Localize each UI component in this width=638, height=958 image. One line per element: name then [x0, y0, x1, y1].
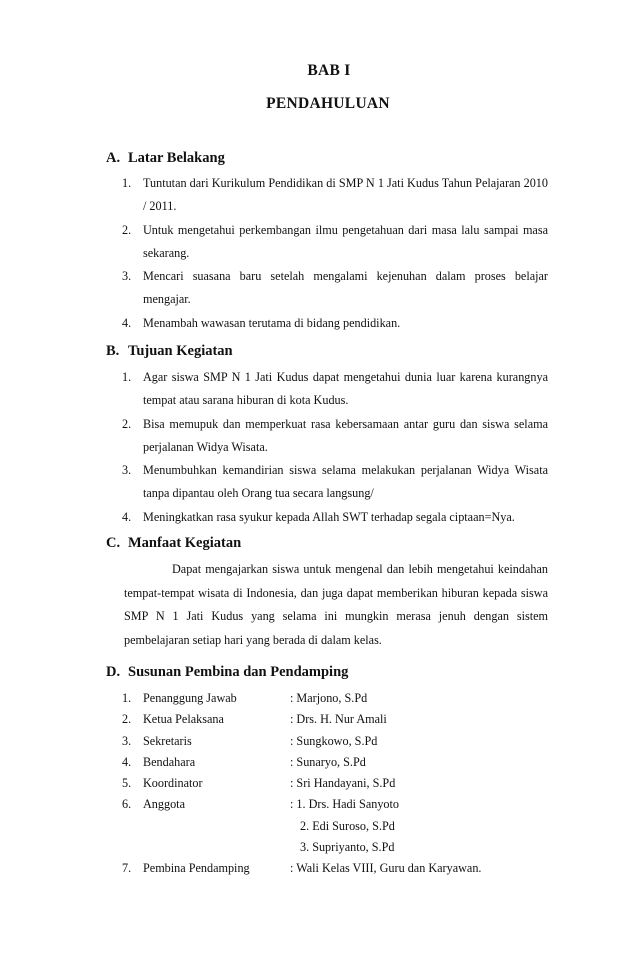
list-item: 3. Menumbuhkan kemandirian siswa selama melakukan perjalanan Widya Wisata tanpa dipantau oleh Orang tua secara langsung/	[122, 463, 548, 501]
section-c-paragraph: Dapat mengajarkan siswa untuk mengenal dan lebih mengetahui keindahan tempat-tempat wisata di Indonesia, dan juga dapat memberikan hiburan kepada siswa SMP N 1 Jati Kudus yang selama ini mungkin merasa jenuh dengan sistem pembelajaran setiap hari yang berada di dalam kelas.	[124, 562, 548, 647]
section-b-heading	[106, 343, 233, 360]
section-b-title: Tujuan Kegiatan	[128, 343, 233, 359]
section-d-heading	[106, 664, 348, 681]
section-c-title: Manfaat Kegiatan	[128, 535, 242, 551]
list-item: 3. Mencari suasana baru setelah mengalami kejenuhan dalam proses belajar mengajar.	[122, 269, 548, 307]
committee-row: 7. Pembina Pendamping : Wali Kelas VIII, Guru dan Karyawan.	[122, 861, 482, 876]
section-d-letter: D.	[106, 664, 121, 680]
committee-row: 1. Penanggung Jawab : Marjono, S.Pd	[122, 691, 368, 705]
section-a-title: Latar Belakang	[128, 150, 225, 166]
chapter-label: BAB I	[307, 62, 351, 79]
chapter-title: PENDAHULUAN	[266, 95, 390, 112]
section-b-letter: B.	[106, 343, 120, 359]
committee-row: 3. Sekretaris : Sungkowo, S.Pd	[122, 733, 378, 748]
section-c-letter: C.	[106, 535, 121, 551]
section-d-title: Susunan Pembina dan Pendamping	[128, 664, 349, 680]
list-item: 4. Meningkatkan rasa syukur kepada Allah SWT terhadap segala ciptaan=Nya.	[122, 509, 515, 524]
section-c-heading	[106, 535, 241, 552]
list-item: 2. Bisa memupuk dan memperkuat rasa kebersamaan antar guru dan siswa selama perjalanan Widya Wisata.	[122, 416, 548, 454]
list-item: 2. Untuk mengetahui perkembangan ilmu pengetahuan dari masa lalu sampai masa sekarang.	[122, 222, 548, 260]
committee-row: 2. Ketua Pelaksana : Drs. H. Nur Amali	[122, 712, 387, 727]
section-a-letter: A.	[106, 150, 121, 166]
committee-list	[122, 688, 562, 880]
list-item: 4. Menambah wawasan terutama di bidang pendidikan.	[122, 315, 401, 330]
committee-row: 3. Supriyanto, S.Pd	[300, 840, 395, 855]
section-a-heading	[106, 150, 225, 167]
committee-row: 5. Koordinator : Sri Handayani, S.Pd	[122, 776, 396, 791]
section-b-list	[122, 366, 548, 529]
committee-row: 4. Bendahara : Sunaryo, S.Pd	[122, 754, 366, 769]
list-item: 1. Agar siswa SMP N 1 Jati Kudus dapat mengetahui dunia luar karena kurangnya tempat atau sarana hiburan di kota Kudus.	[122, 370, 548, 408]
committee-row: 2. Edi Suroso, S.Pd	[300, 818, 395, 833]
committee-row: 6. Anggota : 1. Drs. Hadi Sanyoto	[122, 797, 400, 812]
section-a-list	[122, 172, 548, 335]
list-item: 1. Tuntutan dari Kurikulum Pendidikan di SMP N 1 Jati Kudus Tahun Pelajaran 2010 / 2011.	[122, 176, 548, 214]
